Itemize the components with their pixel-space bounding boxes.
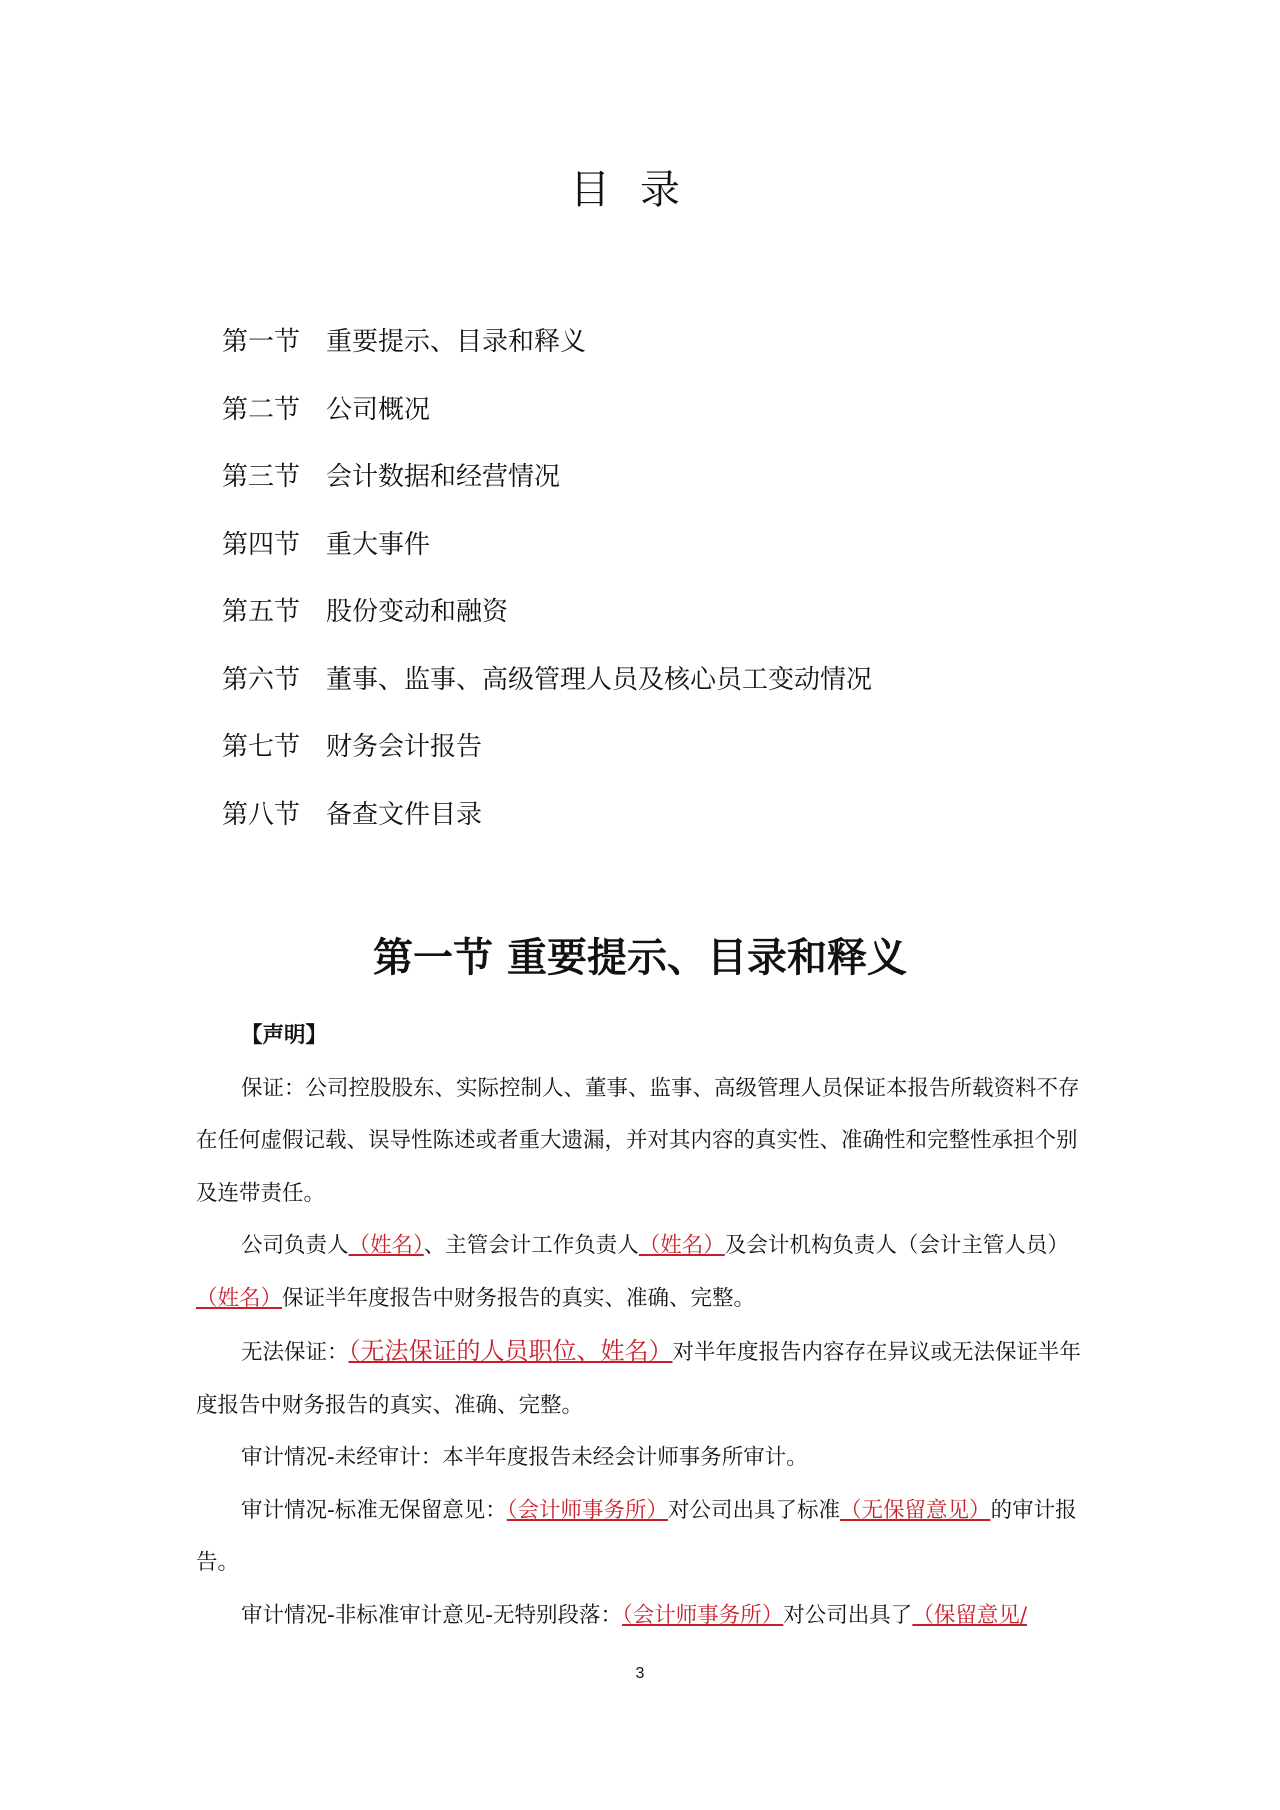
no-guarantee-paragraph [196, 1325, 1086, 1432]
toc-item-number: 第一节 [222, 327, 301, 358]
toc-item-label: 会计数据和经营情况 [326, 462, 561, 493]
name-placeholder-3: （姓名） [196, 1285, 283, 1311]
section-title: 第一节 重要提示、目录和释义 [373, 935, 907, 981]
toc-item-label: 股份变动和融资 [326, 597, 509, 628]
toc-item-6[interactable] [222, 644, 1122, 712]
page-number: 3 [635, 1665, 645, 1682]
accounting-firm-placeholder: （会计师事务所） [506, 1497, 669, 1523]
responsible-text-4: 保证半年度报告中财务报告的真实、准确、完整。 [282, 1285, 756, 1311]
toc-title: 目录 [570, 167, 710, 213]
toc-item-7[interactable] [222, 711, 1122, 779]
declaration-label: 【声明】 [241, 1023, 328, 1048]
responsible-text-1: 公司负责人 [241, 1233, 349, 1258]
toc-item-number: 第四节 [222, 529, 301, 560]
audit-unaudited-text: 本半年度报告未经会计师事务所审计。 [442, 1445, 808, 1470]
section-body [196, 1010, 1086, 1642]
toc-item-label: 财务会计报告 [326, 732, 483, 763]
toc-item-4[interactable] [222, 509, 1122, 577]
audit-nonstandard-paragraph [196, 1590, 1086, 1643]
audit-standard-text-1: 对公司出具了标准 [668, 1497, 841, 1523]
toc-item-label: 重大事件 [326, 529, 431, 560]
toc-item-number: 第七节 [222, 732, 301, 763]
opinion-placeholder: （保留意见/ [912, 1602, 1028, 1628]
no-guarantee-text: 对半年度报告内容存在异议或无法保证半年度报告中财务报告的真实、准确、完整。 [196, 1340, 1082, 1418]
no-guarantee-placeholder: （无法保证的人员职位、姓名） [348, 1337, 673, 1365]
no-guarantee-label: 无法保证： [241, 1340, 349, 1365]
toc-item-label: 公司概况 [326, 394, 431, 425]
responsible-text-3: 及会计机构负责人（会计主管人员） [724, 1233, 1069, 1258]
toc-item-5[interactable] [222, 576, 1122, 644]
name-placeholder-2: （姓名） [638, 1233, 725, 1258]
guarantee-paragraph: 保证：公司控股股东、实际控制人、董事、监事、高级管理人员保证本报告所载资料不存在任何虚假记载、误导性陈述或者重大遗漏，并对其内容的真实性、准确性和完整性承担个别及连带责任。 [196, 1075, 1080, 1206]
toc-item-number: 第五节 [222, 597, 301, 628]
audit-nonstandard-text-1: 对公司出具了 [783, 1602, 913, 1628]
audit-standard-text-2: 的审计报告。 [196, 1497, 1077, 1575]
audit-unaudited-paragraph [196, 1432, 1086, 1485]
toc-item-3[interactable] [222, 441, 1122, 509]
toc-item-2[interactable] [222, 374, 1122, 442]
toc-item-number: 第六节 [222, 664, 301, 695]
toc-item-8[interactable] [222, 779, 1122, 847]
responsible-paragraph [196, 1220, 1086, 1325]
toc-list [222, 306, 1122, 846]
responsible-text-2: 、主管会计工作负责人 [423, 1233, 639, 1258]
opinion-placeholder: （无保留意见） [840, 1497, 991, 1523]
name-placeholder-1: （姓名） [348, 1233, 424, 1258]
audit-unaudited-label: 审计情况-未经审计： [241, 1445, 443, 1470]
toc-item-number: 第八节 [222, 799, 301, 830]
audit-nonstandard-label: 审计情况-非标准审计意见-无特别段落： [241, 1602, 623, 1628]
toc-item-number: 第二节 [222, 394, 301, 425]
accounting-firm-placeholder: （会计师事务所） [622, 1602, 784, 1628]
audit-standard-paragraph [196, 1485, 1086, 1590]
toc-item-label: 重要提示、目录和释义 [326, 327, 587, 358]
toc-item-number: 第三节 [222, 462, 301, 493]
toc-item-label: 备查文件目录 [326, 799, 483, 830]
toc-item-1[interactable] [222, 306, 1122, 374]
audit-standard-label: 审计情况-标准无保留意见： [241, 1497, 507, 1523]
toc-item-label: 董事、监事、高级管理人员及核心员工变动情况 [326, 664, 873, 695]
